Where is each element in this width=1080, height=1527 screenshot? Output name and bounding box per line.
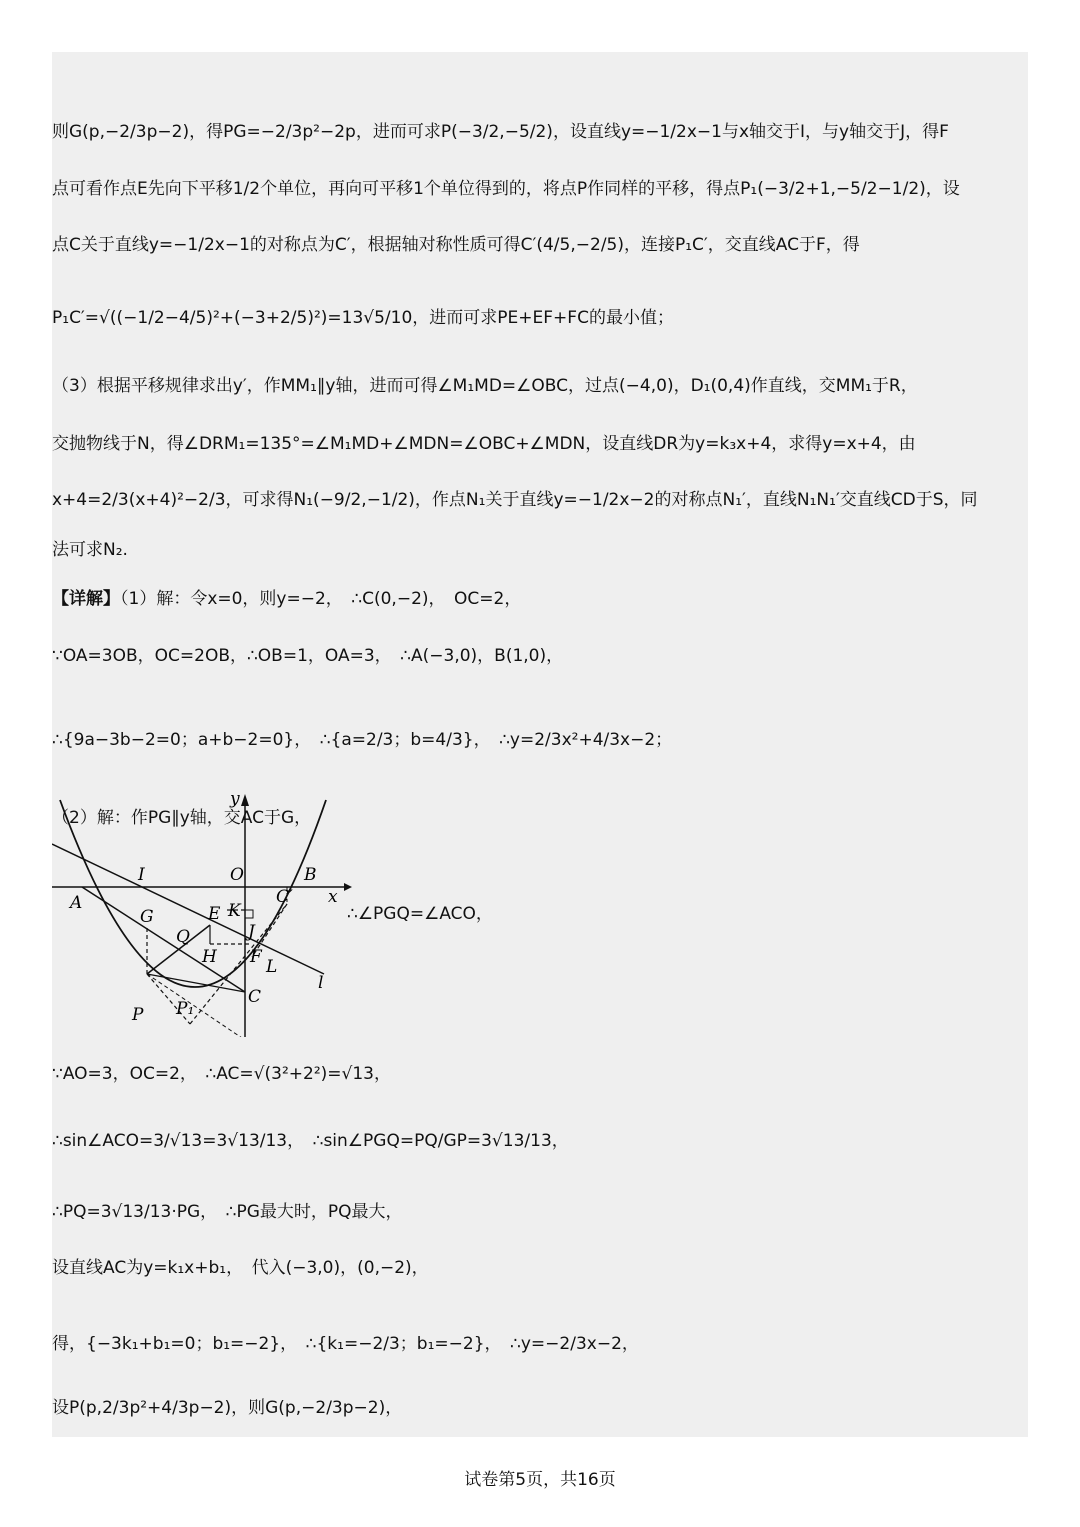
figure-label: G: [140, 907, 154, 927]
text-line: ∵OA=3OB，OC=2OB，∴OB=1，OA=3， ∴A(−3,0)，B(1,0)，: [52, 646, 564, 666]
text-line: （2）解：作PG∥y轴，交AC于G，: [52, 808, 312, 828]
detail-line: [52, 587, 521, 611]
figure-label: C: [248, 987, 262, 1007]
figure-label: y: [230, 792, 240, 809]
text-line: ∴PQ=3√13/13·PG， ∴PG最大时，PQ最大，: [52, 1202, 403, 1222]
text-line: （1）解：令x=0，则y=−2， ∴C(0,−2)， OC=2，: [120, 589, 522, 609]
text-line: 设P(p,2/3p²+4/3p−2)，则G(p,−2/3p−2)，: [52, 1398, 403, 1418]
text-line: （3）根据平移规律求出y′，作MM₁∥y轴，进而可得∠M₁MD=∠OBC，过点(−4,0)，D₁(0,4)作直线，交MM₁于R，: [52, 376, 918, 396]
figure-label: F: [250, 947, 262, 967]
text-line: 得，{−3k₁+b₁=0；b₁=−2}， ∴{k₁=−2/3；b₁=−2}， ∴y=−2/3x−2，: [52, 1334, 639, 1354]
text-line: ∵AO=3，OC=2， ∴AC=√(3²+2²)=√13，: [52, 1064, 391, 1084]
figure-label: P₁: [176, 999, 195, 1019]
figure-label: A: [70, 893, 83, 913]
figure-label: K: [228, 901, 241, 921]
text-line: 法可求N₂.: [52, 540, 128, 560]
figure-label: I: [138, 865, 145, 885]
text-line: 设直线AC为y=k₁x+b₁， 代入(−3,0)，(0,−2)，: [52, 1258, 429, 1278]
figure-label: C′: [276, 887, 293, 907]
text-line: x+4=2/3(x+4)²−2/3，可求得N₁(−9/2,−1/2)，作点N₁关于直线y=−1/2x−2的对称点N₁′，直线N₁N₁′交直线CD于S，同: [52, 490, 978, 510]
text-line: 点可看作点E先向下平移1/2个单位，再向可平移1个单位得到的，将点P作同样的平移，得点P₁(−3/2+1,−5/2−1/2)，设: [52, 179, 960, 199]
text-line: P₁C′=√((−1/2−4/5)²+(−3+2/5)²)=13√5/10，进而可求PE+EF+FC的最小值；: [52, 308, 674, 328]
figure-label: P: [132, 1005, 144, 1025]
text-line: 交抛物线于N，得∠DRM₁=135°=∠M₁MD+∠MDN=∠OBC+∠MDN，设直线DR为y=k₃x+4，求得y=x+4，由: [52, 434, 916, 454]
figure-label: J: [248, 922, 255, 942]
content-area: [52, 52, 1028, 1437]
page-footer: 试卷第5页，共16页: [464, 1470, 616, 1490]
figure-label: O: [230, 865, 244, 885]
figure-label: l: [318, 973, 324, 993]
figure-label: Q: [176, 927, 190, 947]
text-line: ∴{9a−3b−2=0；a+b−2=0}， ∴{a=2/3；b=4/3}， ∴y=2/3x²+4/3x−2；: [52, 730, 673, 750]
figure-label: B: [304, 865, 317, 885]
text-line: 则G(p,−2/3p−2)，得PG=−2/3p²−2p，进而可求P(−3/2,−5/2)，设直线y=−1/2x−1与x轴交于I，与y轴交于J，得F: [52, 122, 949, 142]
parabola-figure: [52, 792, 352, 1037]
detail-heading: 【详解】: [52, 589, 120, 609]
figure-label: E: [208, 904, 221, 924]
text-line: ∴∠PGQ=∠ACO，: [347, 904, 493, 924]
text-line: ∴sin∠ACO=3/√13=3√13/13， ∴sin∠PGQ=PQ/GP=3√13/13，: [52, 1131, 569, 1151]
figure-label: H: [202, 947, 217, 967]
figure-label: L: [266, 957, 278, 977]
text-line: 点C关于直线y=−1/2x−1的对称点为C′，根据轴对称性质可得C′(4/5,−2/5)，连接P₁C′，交直线AC于F，得: [52, 235, 860, 255]
figure-label: x: [328, 887, 338, 907]
